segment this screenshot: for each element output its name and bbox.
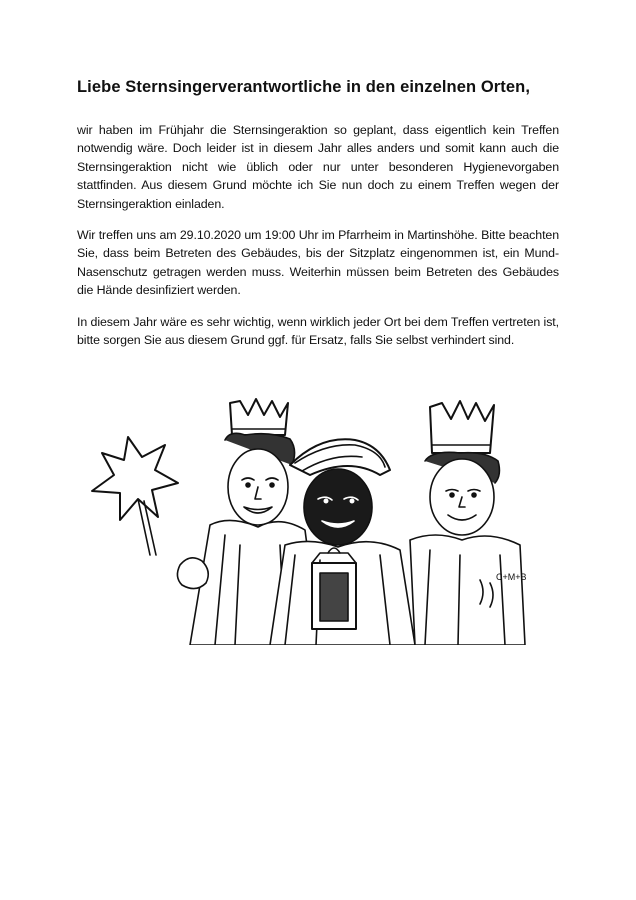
star-singers-illustration [80, 395, 560, 645]
star-icon [92, 437, 178, 555]
paragraph-intro: wir haben im Frühjahr die Sternsingeraktion so geplant, dass eigentlich kein Treffen notwendig wäre. Doch leider ist in diesem Jahr alles anders und somit kann auch die Sternsingeraktion nicht wie üblich oder nur unter besonderen Hygienevorgaben stattfinden. Aus diesem Grund möchte ich Sie nun doch zu einem Treffen wegen der Sternsingeraktion einladen. [77, 123, 559, 211]
paragraph-meeting-details: Wir treffen uns am 29.10.2020 um 19:00 Uhr im Pfarrheim in Martinshöhe. Bitte beachten Sie, dass beim Betreten des Gebäudes, bis der Sitzplatz eingenommen ist, ein Mund-Nasenschutz getragen werden muss. Weiterhin müssen beim Betreten des Gebäudes die Hände desinfiziert werden. [77, 228, 559, 298]
right-king-figure [410, 401, 525, 645]
letter-heading: Liebe Sternsingerverantwortliche in den einzelnen Orten, [77, 78, 531, 96]
cmb-signature: C+M+B [496, 572, 527, 582]
paragraph-attendance-request: In diesem Jahr wäre es sehr wichtig, wenn wirklich jeder Ort bei dem Treffen vertreten ist, bitte sorgen Sie aus diesem Grund ggf. für Ersatz, falls Sie selbst verhindert sind. [77, 315, 559, 348]
three-kings-icon [80, 395, 560, 645]
